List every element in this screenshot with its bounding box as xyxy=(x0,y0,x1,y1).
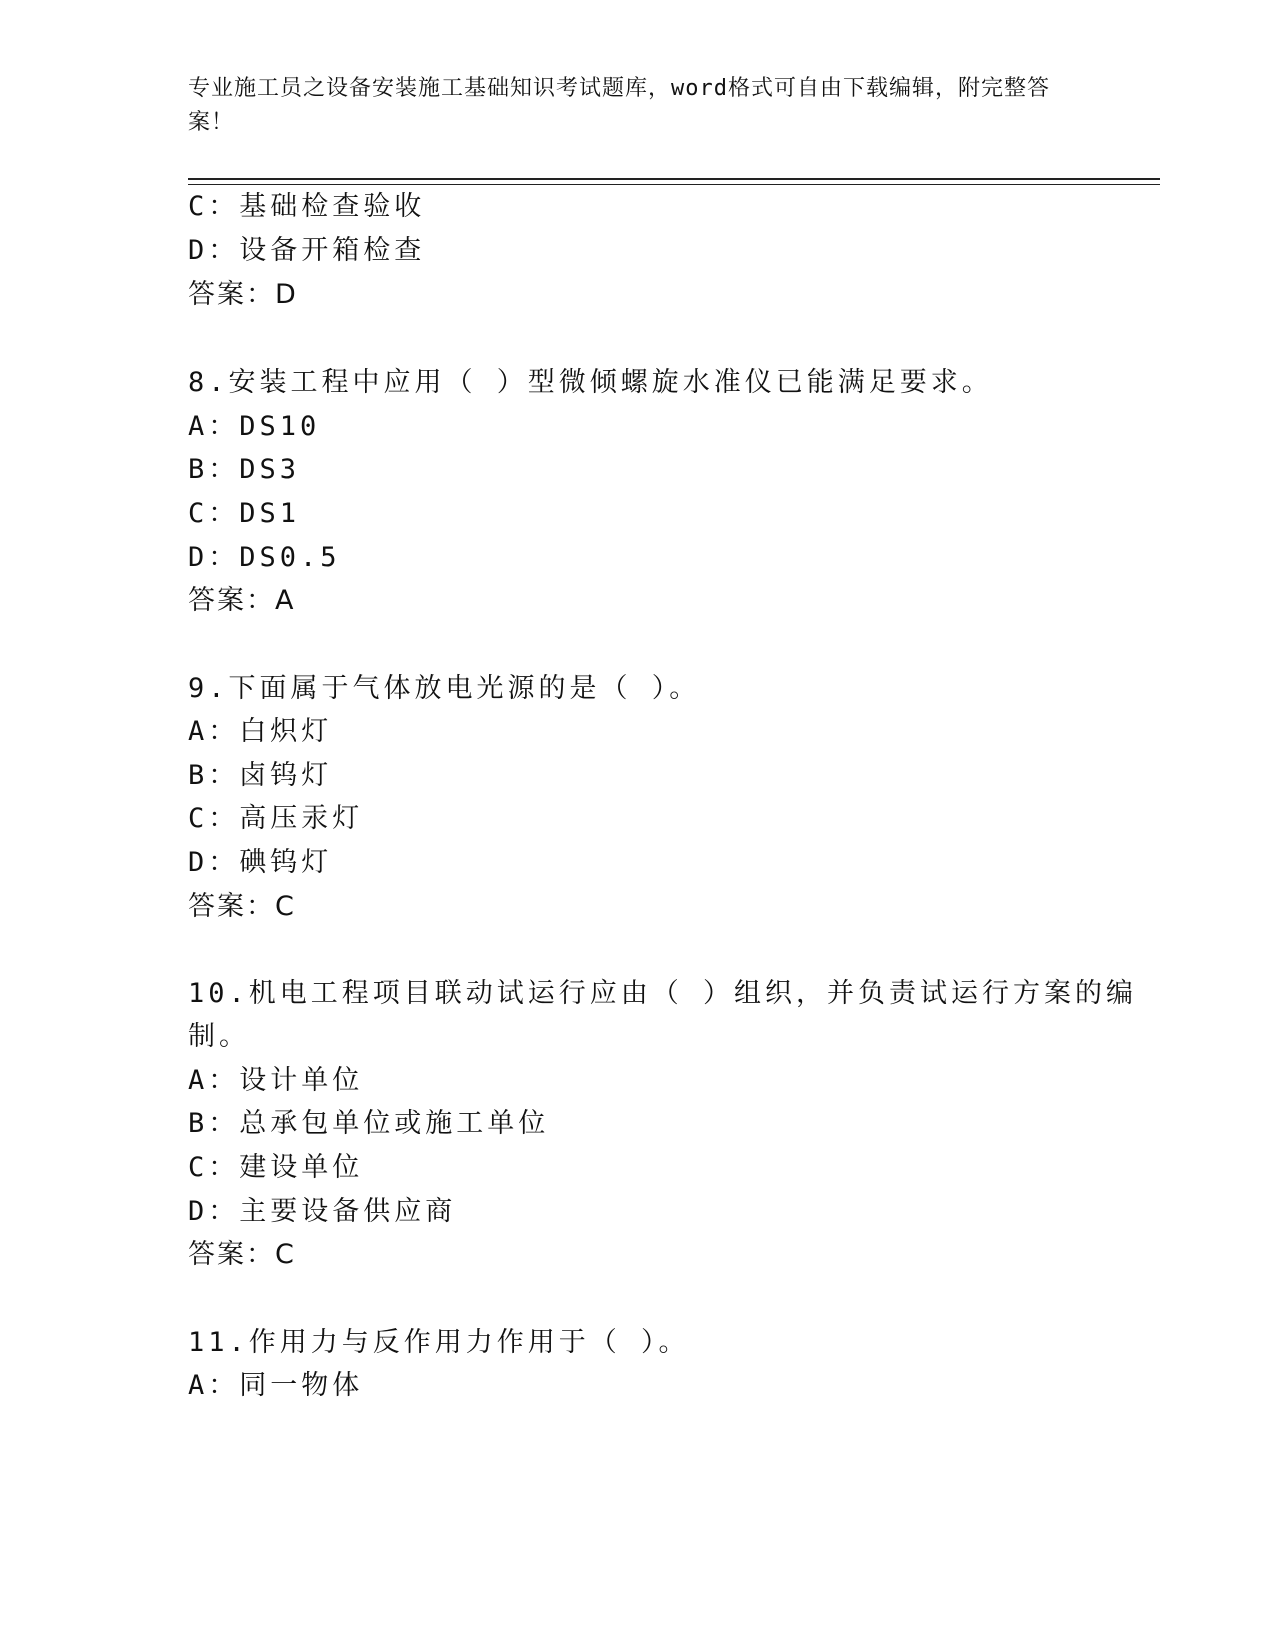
q8-option-c: C：DS1 xyxy=(188,498,301,529)
q10-stem-line-1: 10.机电工程项目联动试运行应由（ ）组织，并负责试运行方案的编 xyxy=(188,978,1138,1009)
q9-option-b: B：卤钨灯 xyxy=(188,760,333,791)
q9-answer: 答案：C xyxy=(188,891,296,922)
q9-option-d: D：碘钨灯 xyxy=(188,847,333,878)
q9-option-c: C：高压汞灯 xyxy=(188,803,364,834)
q10-option-c: C：建设单位 xyxy=(188,1152,364,1183)
q8-option-a: A：DS10 xyxy=(188,411,321,442)
q8-option-d: D：DS0.5 xyxy=(188,542,341,573)
q10-option-d: D：主要设备供应商 xyxy=(188,1196,457,1227)
q7-option-c: C：基础检查验收 xyxy=(188,191,426,222)
q8-option-b: B：DS3 xyxy=(188,454,301,485)
q11-option-a: A：同一物体 xyxy=(188,1370,364,1401)
header-rule-thin xyxy=(188,184,1160,185)
q10-option-a: A：设计单位 xyxy=(188,1065,364,1096)
q8-stem: 8.安装工程中应用（ ）型微倾螺旋水准仪已能满足要求。 xyxy=(188,367,993,398)
q9-option-a: A：白炽灯 xyxy=(188,716,333,747)
q11-stem: 11.作用力与反作用力作用于（ ）。 xyxy=(188,1327,690,1358)
header-rule-thick xyxy=(188,178,1160,180)
q7-answer: 答案：D xyxy=(188,279,298,310)
q10-stem-line-2: 制。 xyxy=(188,1021,250,1052)
q10-answer: 答案：C xyxy=(188,1239,296,1270)
q9-stem: 9.下面属于气体放电光源的是（ ）。 xyxy=(188,673,701,704)
q8-answer: 答案：A xyxy=(188,585,296,616)
q7-option-d: D：设备开箱检查 xyxy=(188,235,426,266)
document-header: 专业施工员之设备安装施工基础知识考试题库，word格式可自由下载编辑，附完整答案！ xyxy=(188,76,1050,135)
q10-option-b: B：总承包单位或施工单位 xyxy=(188,1108,550,1139)
